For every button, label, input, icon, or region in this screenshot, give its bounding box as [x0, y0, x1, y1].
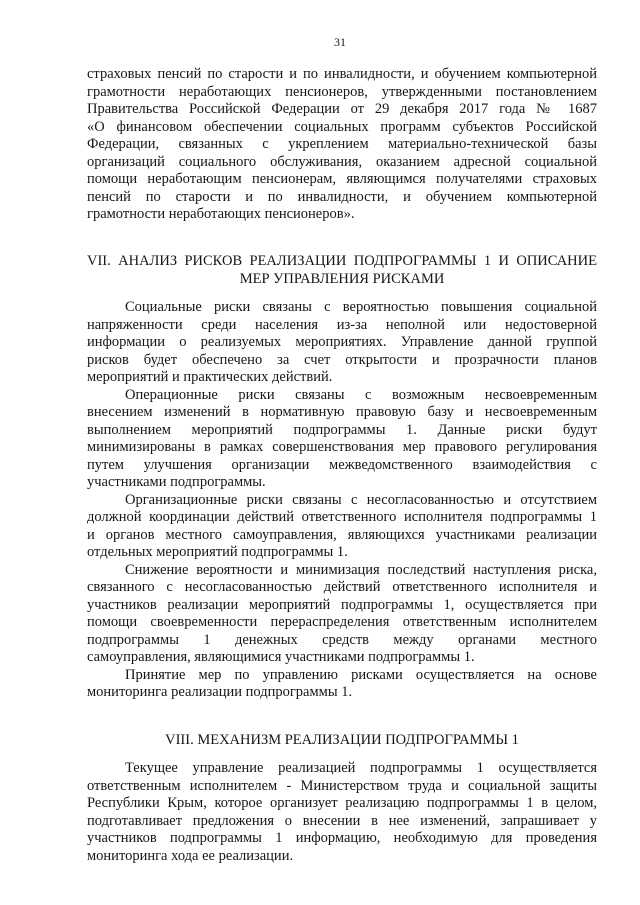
text-line: путем улучшения организации межведомственного взаимодействия с — [87, 456, 597, 473]
text-line: страховых пенсий по старости и по инвалидности, и обучением компьютерной — [87, 66, 597, 82]
text-line: Принятие мер по управлению рисками осуществляется на основе — [125, 666, 597, 683]
page-number: 31 — [334, 35, 346, 49]
text-line: Правительства Российской Федерации от 29 декабря 2017 года № 1687 — [87, 101, 597, 117]
heading-line: VIII. МЕХАНИЗМ РЕАЛИЗАЦИИ ПОДПРОГРАММЫ 1 — [165, 732, 519, 748]
text-line: мониторинга реализации подпрограммы 1. — [87, 684, 353, 700]
text-line: самоуправления, являющимися участниками подпрограммы 1. — [87, 649, 475, 665]
text-line: помощи своевременности перераспределения ответственным исполнителем — [87, 614, 597, 630]
text-line: Организационные риски связаны с несогласованностью и отсутствием — [125, 491, 597, 508]
text-line: мониторинга хода ее реализации. — [87, 847, 294, 864]
text-line: Снижение вероятности и минимизация последствий наступления риска, — [125, 561, 597, 578]
paragraph — [87, 667, 597, 702]
text-line: выполнением мероприятий подпрограммы 1. Данные риски будут — [87, 421, 597, 438]
text-line: отдельных мероприятий подпрограммы 1. — [87, 544, 348, 560]
text-line: грамотности неработающих пенсионеров, утвержденными постановлением — [87, 83, 597, 100]
text-line: участников подпрограммы 1 информацию, необходимую для проведения — [87, 830, 597, 846]
text-line: грамотности неработающих пенсионеров». — [87, 206, 355, 222]
heading-line: МЕР УПРАВЛЕНИЯ РИСКАМИ — [239, 270, 445, 287]
text-line: «О финансовом обеспечении социальных программ субъектов Российской — [87, 118, 597, 135]
text-line: и органов местного самоуправления, являющихся участниками реализации — [87, 526, 597, 543]
text-line: напряженности среди населения из-за неполной или недостоверной — [87, 316, 597, 333]
text-line: Текущее управление реализацией подпрограммы 1 осуществляется — [125, 760, 597, 776]
paragraph — [87, 387, 597, 492]
paragraph — [87, 562, 597, 667]
text-line: внесением изменений в нормативную правовую базу и несвоевременным — [87, 404, 597, 420]
text-line: информации о реализуемых мероприятиях. Управление данной группой — [87, 334, 597, 350]
text-line: Федерации, связанных с укреплением материально-технической базы — [87, 136, 597, 152]
text-line: связанного с несогласованностью действий ответственного исполнителя и — [87, 579, 597, 595]
text-line: подготавливает предложения о внесении в нее изменений, запрашивает у — [87, 812, 597, 829]
text-line: должной координации действий ответственного исполнителя подпрограммы 1 — [87, 509, 597, 525]
text-line: Республики Крым, которое организует реализацию подпрограммы 1 в целом, — [87, 795, 597, 811]
paragraph — [87, 492, 597, 562]
heading-line: VII. АНАЛИЗ РИСКОВ РЕАЛИЗАЦИИ ПОДПРОГРАММЫ 1 И ОПИСАНИЕ — [87, 253, 597, 269]
text-line: рисков будет обеспечено за счет открытости и прозрачности планов — [87, 351, 597, 368]
page-body — [87, 66, 597, 865]
section-heading — [87, 732, 597, 750]
paragraph — [87, 299, 597, 387]
text-line: Операционные риски связаны с возможным несвоевременным — [125, 386, 597, 403]
text-line: ответственным исполнителем - Министерством труда и социальной защиты — [87, 777, 597, 794]
text-line: мероприятий и практических действий. — [87, 369, 333, 385]
text-line: минимизированы в рамках совершенствования мер правового регулирования — [87, 439, 597, 455]
text-line: организаций социального обслуживания, оказанием адресной социальной — [87, 153, 597, 170]
paragraph — [87, 66, 597, 224]
text-line: подпрограммы 1 денежных средств между органами местного — [87, 631, 597, 648]
text-line: участниками подпрограммы. — [87, 474, 266, 490]
section-body — [87, 760, 597, 865]
section-body — [87, 299, 597, 702]
text-line: Социальные риски связаны с вероятностью повышения социальной — [125, 299, 597, 315]
text-line: пенсий по старости и по инвалидности, и обучением компьютерной — [87, 188, 597, 205]
paragraph — [87, 760, 597, 865]
text-line: помощи неработающим пенсионерам, являющимся получателями страховых — [87, 171, 597, 187]
text-line: участников реализации мероприятий подпрограммы 1, осуществляется при — [87, 596, 597, 613]
section-heading — [87, 253, 597, 288]
